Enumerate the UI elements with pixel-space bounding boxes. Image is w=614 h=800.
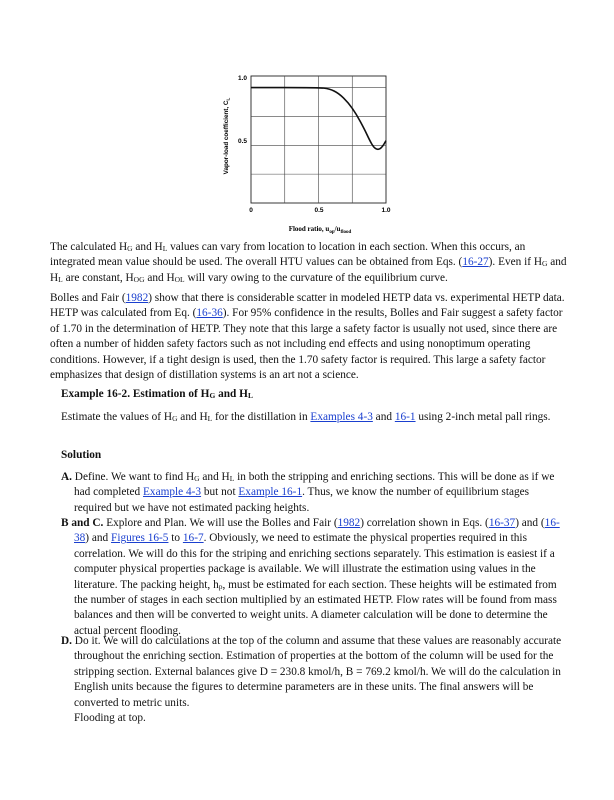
- text: to: [168, 532, 183, 545]
- text: and H: [50, 256, 567, 284]
- text: . Thus, we know the number of equilibrium stages required but we have not estimated packing heights.: [74, 486, 530, 514]
- solution-heading: [61, 448, 566, 463]
- subscript: OL: [174, 274, 185, 284]
- subscript: L: [229, 474, 235, 483]
- step-d-label: D.: [61, 635, 72, 647]
- link-16-1[interactable]: 16-1: [394, 411, 416, 423]
- link-eq-16-27[interactable]: 16-27: [462, 256, 489, 269]
- text: . Obviously, we need to estimate the physical properties required in this correlation. We will do this for the striping and enriching sections separately. This estimation is easiest if a computer physical properties package is available. We will illustrate the estimation using values in the literature. The packing height, h: [74, 532, 555, 591]
- link-figures-16-5[interactable]: Figures 16-5: [111, 532, 169, 545]
- xtick-1-0: 1.0: [381, 207, 391, 214]
- link-examples-4-3[interactable]: Examples 4-3: [310, 411, 373, 423]
- text: and H: [144, 271, 175, 284]
- step-d: [61, 634, 566, 726]
- text: Estimate the values of H: [61, 411, 173, 423]
- text: will vary owing to the curvature of the equilibrium curve.: [184, 271, 448, 284]
- text: are constant, H: [62, 271, 134, 284]
- subscript: L: [58, 274, 63, 284]
- xtick-0-5: 0.5: [314, 207, 324, 214]
- paragraph-htu-variation: [50, 240, 568, 286]
- text: in both the stripping and enriching sections. This will be done as if we had completed: [74, 471, 555, 499]
- subscript: L: [247, 391, 253, 400]
- figure-vapor-load-coefficient: [218, 66, 398, 238]
- link-example-16-1[interactable]: Example 16-1: [238, 486, 303, 499]
- step-bc-label: B and C.: [61, 517, 104, 529]
- subscript: L: [207, 414, 213, 423]
- text: Explore and Plan. We will use the Bolles and Fair (: [103, 517, 338, 529]
- ytick-0-5: 0.5: [237, 138, 247, 145]
- subscript: G: [209, 391, 216, 400]
- text: and H: [215, 388, 248, 400]
- paragraph-bolles-fair: [50, 291, 568, 383]
- subscript: p: [218, 581, 223, 591]
- text: ) and (: [515, 517, 545, 529]
- y-axis-label: Vapor-load coefficient, $C_L$: [223, 97, 232, 175]
- text: Bolles and Fair (: [50, 292, 126, 304]
- flooding-at-top: Flooding at top.: [74, 712, 146, 725]
- subscript: G: [127, 244, 133, 253]
- example-16-2: [61, 387, 566, 402]
- chart-svg: [218, 66, 398, 238]
- example-title: [61, 387, 566, 402]
- text: and H: [199, 471, 230, 483]
- ytick-0: 0: [249, 207, 253, 214]
- link-eq-16-37[interactable]: 16-37: [488, 517, 516, 529]
- text: ) correlation shown in Eqs. (: [360, 517, 489, 529]
- text: ) show that there is considerable scatter in modeled HETP data vs. experimental HETP data. HETP was calculated from Eq. (: [50, 292, 565, 320]
- text: for the distillation in: [212, 411, 311, 423]
- text: values can vary from location to location in each section. When this occurs, an integrated mean value should be used. The overall HTU values can be obtained from Eqs. (: [50, 241, 526, 269]
- text: and H: [132, 241, 163, 253]
- solution-label: Solution: [61, 449, 102, 461]
- text: and H: [177, 411, 208, 423]
- text: using 2-inch metal pall rings.: [415, 411, 551, 423]
- step-a-label: A.: [61, 471, 72, 483]
- step-b-c: [61, 516, 566, 639]
- subscript: G: [172, 414, 178, 423]
- ytick-1-0: 1.0: [237, 75, 247, 82]
- subscript: G: [542, 259, 548, 269]
- link-16-7[interactable]: 16-7: [182, 532, 204, 545]
- text: and: [372, 411, 395, 423]
- example-intro: [61, 410, 566, 425]
- subscript: L: [162, 244, 168, 253]
- text: Do it. We will do calculations at the top of the column and assume that these values are reasonably accurate throughout the enriching section. Estimation of properties at the bottom of the column will be used for the stripping section. External balances give D = 230.8 kmol/h, B = 769.2 kmol/h. We will do the calculation in English units because the figures to determine parameters are in these units. The final answers will be converted to metric units.: [71, 635, 562, 709]
- step-a: [61, 470, 566, 516]
- link-eq-16-38[interactable]: 16-38: [74, 517, 560, 545]
- link-eq-16-36[interactable]: 16-36: [196, 307, 223, 320]
- link-example-4-3[interactable]: Example 4-3: [143, 486, 202, 499]
- text: The calculated H: [50, 241, 128, 253]
- text: ). Even if H: [488, 256, 543, 269]
- link-ref-1982[interactable]: 1982: [125, 292, 149, 304]
- text: Example 16-2. Estimation of H: [61, 388, 210, 400]
- text: ). For 95% confidence in the results, Bolles and Fair suggest a safety factor of 1.70 in the determination of HETP. They note that this large a safety factor is usually not used, since there are often a number of hidden safety factors such as not including end effects and using nonoptimum operating conditions. However, if a tight design is used, then the 1.70 safety factor is required. This large a safety factor emphasizes that design of distillation systems is an art not a science.: [50, 307, 563, 382]
- x-axis-label: Flood ratio, $u_{op}/u_{flood}$: [288, 225, 352, 235]
- text: ) and: [85, 532, 112, 545]
- link-ref-1982-b[interactable]: 1982: [337, 517, 361, 529]
- text: , must be estimated for each section. These heights will be estimated from the number of stages in each section multiplied by an estimated HETP. Flow rates will be found from mass balances and then will be converted to weight units. A diameter calculation will be done to determine the actual percent flooding.: [74, 578, 557, 637]
- text: but not: [201, 486, 239, 499]
- subscript: G: [194, 474, 200, 483]
- subscript: OG: [133, 274, 145, 284]
- text: Define. We want to find H: [71, 471, 195, 483]
